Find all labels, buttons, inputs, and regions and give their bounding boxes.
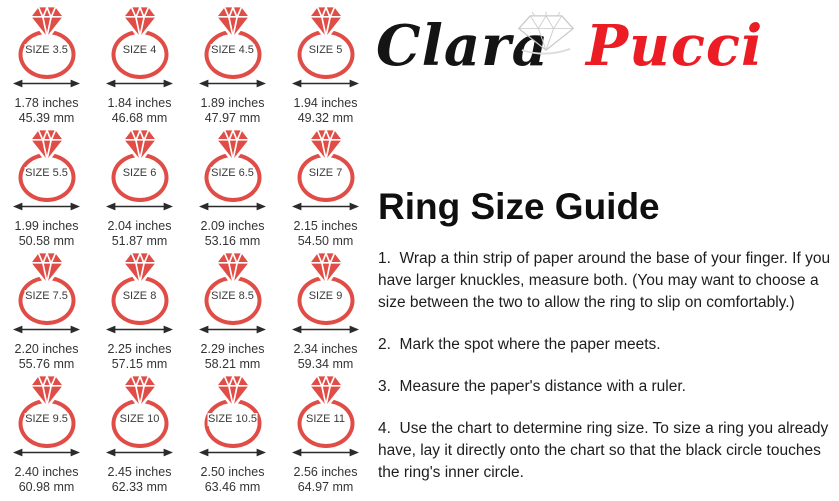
- ring-measurements: [108, 96, 172, 125]
- diamond-icon: [123, 375, 157, 406]
- ring-measurements: [201, 342, 265, 371]
- inches-value: 2.15 inches: [293, 219, 358, 233]
- ring-measurements: [108, 342, 172, 371]
- mm-value: 55.76 mm: [18, 356, 75, 371]
- ring-measurements: [294, 96, 358, 125]
- diamond-icon: [309, 6, 343, 37]
- ring-measurements: [108, 465, 172, 494]
- ring-size-label: SIZE 4: [122, 44, 157, 56]
- mm-value: 54.50 mm: [297, 233, 354, 248]
- mm-value: 50.58 mm: [18, 233, 75, 248]
- ring-icon: [291, 129, 361, 203]
- ring-measurements: [294, 342, 358, 371]
- mm-value: 47.97 mm: [204, 110, 261, 125]
- diamond-icon: [30, 6, 64, 37]
- inches-value: 1.78 inches: [14, 96, 79, 110]
- ring-cell-size-8: [93, 250, 186, 373]
- inches-value: 2.29 inches: [200, 342, 265, 356]
- mm-value: 59.34 mm: [297, 356, 354, 371]
- ring-measurements: [201, 219, 265, 248]
- inches-value: 2.56 inches: [293, 465, 358, 479]
- ring-measurements: [15, 96, 79, 125]
- diamond-icon: [216, 252, 250, 283]
- brand-name-clara: Clara: [376, 13, 549, 79]
- ring-size-label: SIZE 8.5: [211, 290, 254, 302]
- instruction-step-3: 3. Measure the paper's distance with a ruler.: [378, 378, 686, 395]
- mm-value: 64.97 mm: [297, 479, 354, 494]
- ring-size-label: SIZE 5: [308, 44, 343, 56]
- inches-value: 2.25 inches: [107, 342, 172, 356]
- mm-value: 63.46 mm: [204, 479, 261, 494]
- inches-value: 2.04 inches: [107, 219, 172, 233]
- ring-cell-size-4: [93, 4, 186, 127]
- inches-value: 1.89 inches: [200, 96, 265, 110]
- ring-size-label: SIZE 6.5: [211, 167, 254, 179]
- mm-value: 46.68 mm: [111, 110, 168, 125]
- diamond-icon: [309, 375, 343, 406]
- instructions-list: [376, 248, 838, 484]
- ring-cell-size-7-5: [0, 250, 93, 373]
- ring-cell-size-8-5: [186, 250, 279, 373]
- diamond-icon: [123, 6, 157, 37]
- ring-icon: [12, 129, 82, 203]
- ring-cell-size-11: [279, 373, 372, 496]
- instruction-step-2: 2. Mark the spot where the paper meets.: [378, 336, 661, 353]
- ring-size-label: SIZE 6: [122, 167, 157, 179]
- ring-icon: [198, 129, 268, 203]
- ring-icon: [105, 6, 175, 80]
- mm-value: 57.15 mm: [111, 356, 168, 371]
- ring-cell-size-10: [93, 373, 186, 496]
- diamond-icon: [30, 129, 64, 160]
- diamond-icon: [123, 252, 157, 283]
- mm-value: 49.32 mm: [297, 110, 354, 125]
- ring-icon: [105, 129, 175, 203]
- ring-size-label: SIZE 9: [308, 290, 343, 302]
- ring-icon: [105, 252, 175, 326]
- ring-cell-size-10-5: [186, 373, 279, 496]
- inches-value: 2.50 inches: [200, 465, 265, 479]
- ring-icon: [198, 252, 268, 326]
- ring-cell-size-3-5: [0, 4, 93, 127]
- inches-value: 2.20 inches: [14, 342, 79, 356]
- ring-size-label: SIZE 7: [308, 167, 343, 179]
- ring-cell-size-9: [279, 250, 372, 373]
- ring-measurements: [15, 342, 79, 371]
- ring-size-label: SIZE 7.5: [25, 290, 68, 302]
- inches-value: 1.94 inches: [293, 96, 358, 110]
- instruction-step-1: 1. Wrap a thin strip of paper around the base of your finger. If you have larger knuckles, measure both. (You may want to choose a size between the two to allow the ring to slip on comfortably.): [378, 250, 835, 311]
- diamond-icon: [216, 375, 250, 406]
- diamond-icon: [216, 6, 250, 37]
- ring-icon: [291, 252, 361, 326]
- ring-size-label: SIZE 5.5: [25, 167, 68, 179]
- inches-value: 2.45 inches: [107, 465, 172, 479]
- ring-cell-size-6: [93, 127, 186, 250]
- ring-cell-size-6-5: [186, 127, 279, 250]
- page-title: Ring Size Guide: [378, 186, 660, 227]
- diamond-logo-icon: [508, 6, 584, 60]
- ring-size-label: SIZE 10.5: [208, 413, 257, 425]
- ring-icon: [198, 375, 268, 449]
- mm-value: 51.87 mm: [111, 233, 168, 248]
- ring-size-label: SIZE 8: [122, 290, 157, 302]
- diamond-icon: [309, 252, 343, 283]
- ring-measurements: [294, 465, 358, 494]
- ring-size-label: SIZE 9.5: [25, 413, 68, 425]
- inches-value: 1.99 inches: [14, 219, 79, 233]
- ring-measurements: [15, 465, 79, 494]
- ring-size-label: SIZE 11: [306, 413, 345, 425]
- ring-cell-size-5-5: [0, 127, 93, 250]
- ring-measurements: [294, 219, 358, 248]
- inches-value: 2.09 inches: [200, 219, 265, 233]
- ring-icon: [12, 252, 82, 326]
- diamond-icon: [30, 252, 64, 283]
- right-panel: [376, 0, 838, 501]
- instruction-step-4: 4. Use the chart to determine ring size. To size a ring you already have, lay it directly onto the chart so that the black circle touches the ring's inner circle.: [378, 420, 833, 481]
- ring-measurements: [108, 219, 172, 248]
- diamond-icon: [216, 129, 250, 160]
- ring-cell-size-5: [279, 4, 372, 127]
- ring-size-chart: [0, 4, 372, 496]
- ring-icon: [12, 375, 82, 449]
- ring-icon: [12, 6, 82, 80]
- inches-value: 1.84 inches: [107, 96, 172, 110]
- inches-value: 2.34 inches: [293, 342, 358, 356]
- ring-cell-size-4-5: [186, 4, 279, 127]
- diamond-icon: [309, 129, 343, 160]
- ring-measurements: [15, 219, 79, 248]
- ring-size-label: SIZE 3.5: [25, 44, 68, 56]
- ring-icon: [291, 375, 361, 449]
- ring-icon: [105, 375, 175, 449]
- ring-icon: [198, 6, 268, 80]
- brand-logo: [376, 6, 838, 106]
- ring-size-label: SIZE 10: [119, 413, 160, 425]
- mm-value: 62.33 mm: [111, 479, 168, 494]
- mm-value: 45.39 mm: [18, 110, 75, 125]
- ring-measurements: [201, 96, 265, 125]
- ring-size-label: SIZE 4.5: [211, 44, 254, 56]
- mm-value: 60.98 mm: [18, 479, 75, 494]
- ring-icon: [291, 6, 361, 80]
- diamond-icon: [30, 375, 64, 406]
- ring-cell-size-7: [279, 127, 372, 250]
- ring-cell-size-9-5: [0, 373, 93, 496]
- ring-measurements: [201, 465, 265, 494]
- diamond-icon: [123, 129, 157, 160]
- inches-value: 2.40 inches: [14, 465, 79, 479]
- mm-value: 58.21 mm: [204, 356, 261, 371]
- mm-value: 53.16 mm: [204, 233, 261, 248]
- brand-name-pucci: Pucci: [586, 13, 764, 79]
